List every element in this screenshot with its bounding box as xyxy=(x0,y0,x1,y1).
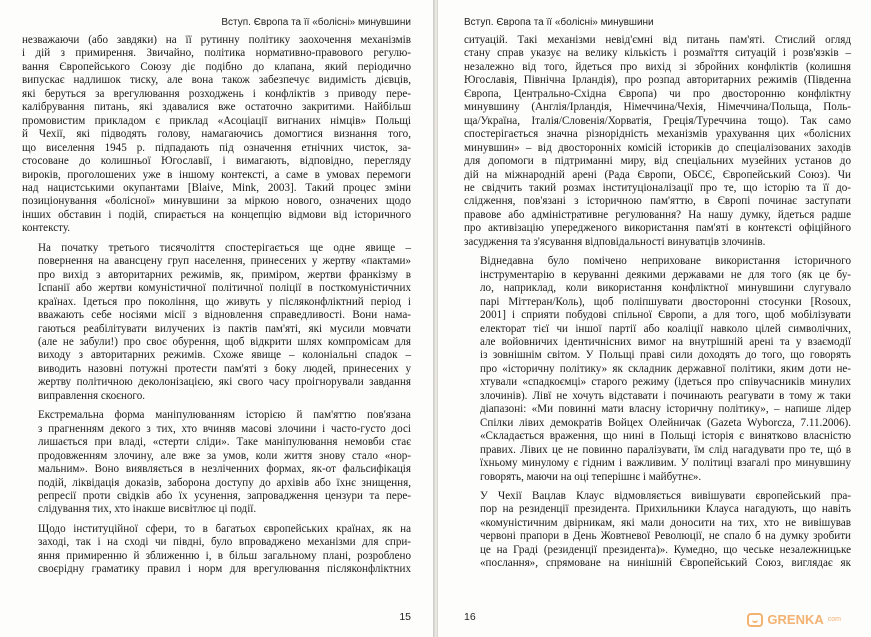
text-line: калібрування питань, які здавалися вже остаточно закритими. Найбільш xyxy=(22,101,411,114)
text-line: У Чехії Вацлав Клаус відмовляється вивішувати європейський пра- xyxy=(480,489,851,502)
text-line: промовистим прикладом є приклад «Асоціації вигнаних німців» Польщі xyxy=(22,114,411,127)
text-line: про вихід з авторитарних режимів, як, приміром, жертви франкізму в xyxy=(38,268,411,281)
text-line: «комуністичним двірникам, які мали доносити на тих, хто не вивішував xyxy=(480,516,851,529)
paragraph xyxy=(22,409,411,517)
text-line: злочинів). Лівї не хочуть відставати і починають реагувати в тому ж таки xyxy=(480,389,851,402)
text-line: ситуацій. Такі механізми невід'ємні від питань пам'яті. Стислий огляд xyxy=(464,34,851,46)
paragraph xyxy=(464,490,851,571)
text-line: лишається при владі, «стерти сліди». Таке маніпулювання немовби стає xyxy=(38,436,411,449)
grenka-logo-icon xyxy=(747,613,763,627)
text-line: випускає надлишок тиску, але вона також забезпечує видимість дієвців, xyxy=(22,74,411,87)
text-line: з прагненням декого з тих, хто вчиняв масові злочини і часто-густо досі xyxy=(38,422,411,435)
running-header: Вступ. Європа та її «болісні» минувшини xyxy=(464,17,654,28)
text-line: ло, наприклад, коли використання конфліктної минувшини слугувало xyxy=(480,282,851,295)
page-number: 15 xyxy=(399,611,411,623)
text-line: «послання», спрямоване на нинішній Європейський Союз, виглядає як xyxy=(480,557,851,570)
text-line: говорять, маючи на оці теперішнє і майбутнє». xyxy=(480,470,702,483)
text-line: вважають себе носіями місії з відновлення справедливості. Вони нама- xyxy=(38,309,411,322)
text-line: діапазоні: «Ми повинні мати власну історичну політику», – напише лідер xyxy=(480,403,851,416)
text-line: для допомоги в підтриманні миру, від спеціальних музейних установ до xyxy=(464,155,851,168)
watermark-text: GRENKA xyxy=(767,612,824,627)
text-line: ща/Україна, Італія/Словенія/Хорватія, Греція/Туреччина тощо). Так само xyxy=(464,114,851,127)
text-line: правих. Лівих це не повинно паралізувати, їм слід нагадувати про те, щó в xyxy=(480,443,851,456)
text-line: вироків, проголошених уже в іншому контексті, а саме в умовах перемоги xyxy=(22,168,411,181)
text-line: які беруться за врегулювання розходжень і конфліктів з приводу пере- xyxy=(22,87,411,100)
text-line: повернення на авансцену груп населення, принесених у жертву «пактами» xyxy=(38,255,411,268)
text-line: не свідчить такий розмах інституціоналізації про те, що історію та її до- xyxy=(464,181,851,194)
text-line: виходу з авторитарних режимів. Схоже явище – колоніальні спадок – xyxy=(38,349,411,362)
text-line: дій на міжнародній арені (Рада Європи, ОБСЄ, Європейський Союз). Чи xyxy=(464,168,851,181)
watermark xyxy=(747,612,841,627)
text-line: їхньому минулому є гідним і важливим. У політиці взагалі про минувшину xyxy=(480,457,851,470)
text-line: Спілки лівих демократів Войцех Олейничак (Gazeta Wyborcza, 7.11.2006). xyxy=(480,416,851,429)
text-line: і дій з примирення. Звичайно, політика нормативно-правового регулю- xyxy=(22,47,411,60)
text-line: яння примиренню й зближенню і, в більш загальному плані, розроблено xyxy=(38,549,411,562)
text-line: слідження, пов'язані з історичною пам'яттю, в Європі починає заступати xyxy=(464,195,851,208)
paragraph xyxy=(464,34,851,249)
text-line: інструментарію в керуванні деякими державами не для того (як це бу- xyxy=(480,268,851,281)
text-line: жертву політичною деколонізацією, які свого часу проігнорували завдання xyxy=(38,376,411,389)
text-line: заході, так і на сході чи півдні, було впроваджено механізми для спри- xyxy=(38,536,411,549)
text-line: подій, ліквідація доказів, заборона доступу до архівів або їхнє знищення, xyxy=(38,476,411,489)
text-line: виправлення скоєного. xyxy=(38,389,146,402)
watermark-suffix: com xyxy=(827,616,841,623)
paragraph xyxy=(22,523,411,577)
text-line: парі Міттеран/Коль), щоб поліпшувати двосторонні стосунки [Rosoux, xyxy=(480,295,851,308)
text-line: стану справ указує на велику кількість і розмаїття ситуацій і розв'язків – xyxy=(464,47,851,60)
text-line: Віднедавна було помічено неприховане використання історичного xyxy=(480,255,851,268)
text-line: позиціонування «болісної» минувшини за міркою нового, означених щодо xyxy=(22,195,411,208)
text-line: червоні прапори в День Жовтневої Революції, не спало б на думку зробити xyxy=(480,530,851,543)
paragraph xyxy=(22,242,411,403)
text-line: контексту. xyxy=(22,222,71,235)
text-line: незалежно від того, йдеться про вихід зі збройних конфліктів (колишня xyxy=(464,60,851,73)
paragraph xyxy=(464,255,851,484)
paragraph xyxy=(22,34,411,236)
text-line: вання Європейського Союзу діє подібно до клапана, який періодично xyxy=(22,60,411,73)
text-line: «Складається враження, що нині в Польщі історія є винятково власністю xyxy=(480,430,851,443)
text-line: слідування тих, хто інакше висвітлює ці події. xyxy=(38,503,257,516)
page-body xyxy=(464,34,851,571)
text-line: пор на резиденції президента. Прихильники Клауса нагадують, що навіть xyxy=(480,503,851,516)
text-line: про «історичну політику» як складник державної політики, яким доти не- xyxy=(480,362,851,375)
text-line: електорат тієї чи іншої партії або коаліції навколо цілей символічних, xyxy=(480,322,851,335)
text-line: країнах. Ідеться про покоління, що живуть у післяконфліктний період і xyxy=(38,295,411,308)
text-line: продовженням злочину, але вже за умов, коли життя знову стало «нор- xyxy=(38,449,411,462)
text-line: спостерігається значна різнорідність механізмів урахування цих «болісних xyxy=(464,128,851,141)
running-header: Вступ. Європа та її «болісні» минувшини xyxy=(221,17,411,28)
text-line: минувшину (Англія/Ірландія, Німеччина/Чехія, Німеччина/Польща, Поль- xyxy=(464,101,851,114)
text-line: інших обставин і подій, спирається на концепцію відмови від історичного xyxy=(22,208,411,221)
text-line: хтували «спадкоємці» старого режиму (ідеться про співучасників минулих xyxy=(480,376,851,389)
text-line: На початку третього тисячоліття спостерігається ще одне явище – xyxy=(38,241,411,254)
text-line: що виселення 1945 р. підпадають під означення етнічних чисток, за- xyxy=(22,141,411,154)
text-line: (але не забули!) про своє обурення, щоб відкрити шлях компромісам для xyxy=(38,335,411,348)
text-line: своєрідну граматику правил і норм для врегулювання післяконфліктних xyxy=(38,563,411,576)
text-line: й Чехії, які підводять голову, намагаючись домогтися визнання того, xyxy=(22,128,411,141)
text-line: засудження та з'ясування відповідальності винуватців злочинів. xyxy=(464,235,766,248)
text-line: це на Граді (резиденції президента)». Кумедно, що чеське незалежницьке xyxy=(480,543,851,556)
text-line: із зовнішнім світом. У Польщі праві сили доходять до того, що говорять xyxy=(480,349,851,362)
text-line: Екстремальна форма маніпулюванням історією й пам'яттю пов'язана xyxy=(38,409,411,422)
text-line: Щодо інституційної сфери, то в багатьох європейських країнах, як на xyxy=(38,522,411,535)
left-page xyxy=(0,0,433,637)
text-line: але войовничих ідентичнісних вимог на внутрішній арені та у взаємодії xyxy=(480,335,851,348)
text-line: виводить назовні потужні протести пам'яті з боку людей, принесених у xyxy=(38,362,411,375)
page-number: 16 xyxy=(464,611,476,623)
right-page xyxy=(438,0,871,637)
text-line: Іспанії або жертви комуністичної політичної поліції в посткомуністичних xyxy=(38,282,411,295)
text-line: Європа, Центрально-Східна Європа) чи про двосторонню конфліктну xyxy=(464,87,851,100)
text-line: Югославія, Північна Ірландія), про розпад авторитарних режимів (Південна xyxy=(464,74,851,87)
text-line: стосоване до колишньої Югославії, і вимагають, відповідно, перегляду xyxy=(22,155,411,168)
text-line: гаються реабілітувати вилучених із пактів пам'яті, які мусили мовчати xyxy=(38,322,411,335)
text-line: 2001] і сприяти побудові спільної Європи, а для того, щоб мобілізувати xyxy=(480,309,851,322)
text-line: мальним». Воно виявляється в незліченних формах, як-от фальсифікація xyxy=(38,463,411,476)
page-body xyxy=(22,34,411,577)
text-line: незважаючи (або завдяки) на її рутинну політику заохочення механізмів xyxy=(22,34,411,46)
text-line: над нацистськими окупантами [Blaive, Mink, 2003]. Такий процес зміни xyxy=(22,181,411,194)
text-line: про активізацію упередженого використання пам'яті в контексті офіційного xyxy=(464,222,851,235)
text-line: минувшин» – від двосторонніх комісій істориків до спеціалізованих заходів xyxy=(464,141,851,154)
text-line: репресії проти свідків або їх усунення, запровадження цензури та пере- xyxy=(38,489,411,502)
text-line: правове або адміністративне регулювання? На нашу думку, йдеться радше xyxy=(464,208,851,221)
